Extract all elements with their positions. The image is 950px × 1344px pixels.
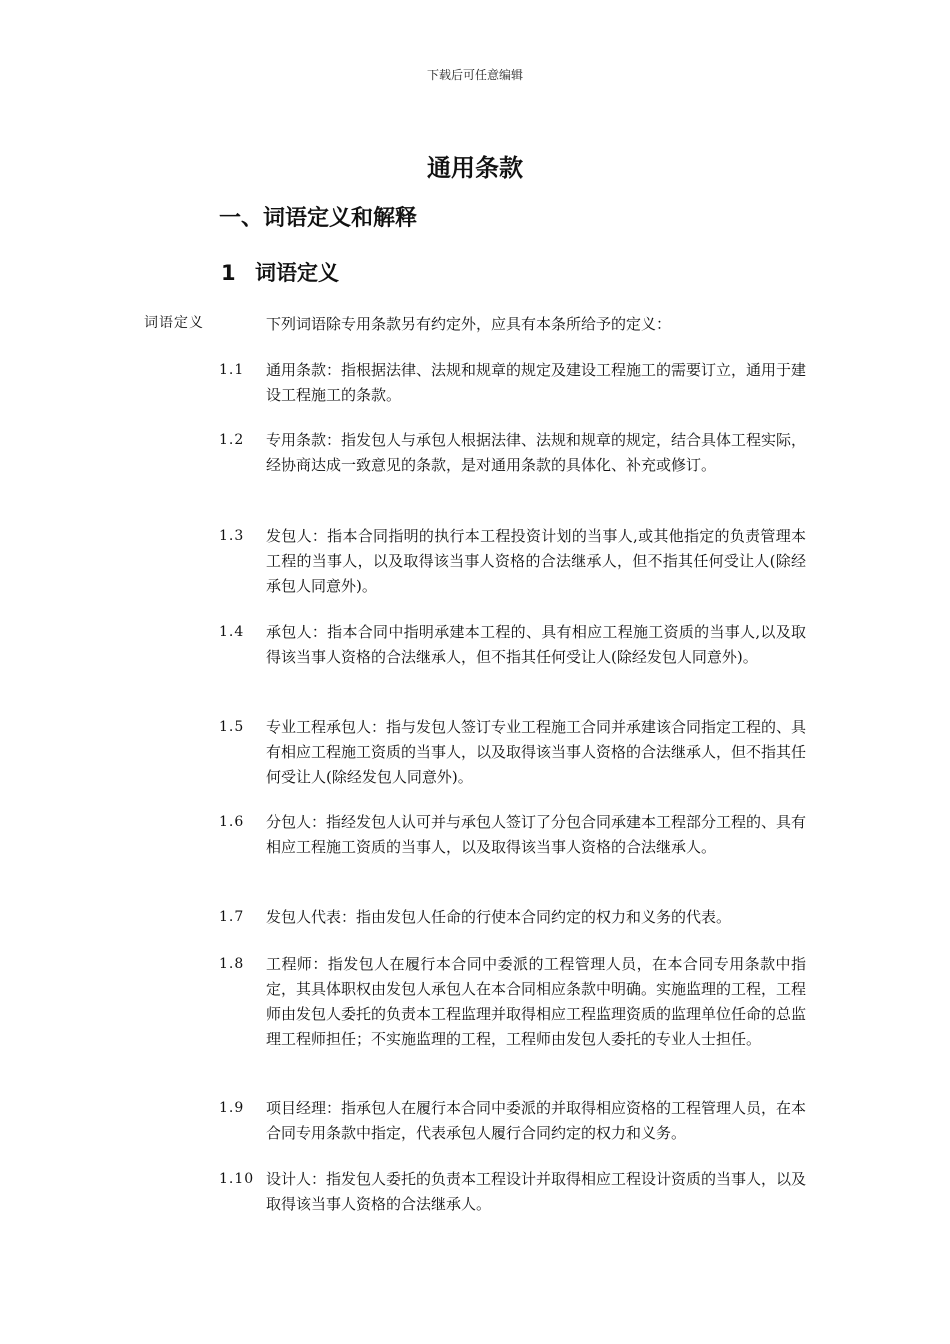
clause-number: 1.2: [219, 432, 245, 448]
clause-number: 1.4: [219, 624, 245, 640]
clause-text: 设计人：指发包人委托的负责本工程设计并取得相应工程设计资质的当事人，以及取得该当事人资格的合法继承人。: [266, 1170, 807, 1213]
clause-text: 发包人代表：指由发包人任命的行使本合同约定的权力和义务的代表。: [266, 908, 732, 926]
clause-1-5: [219, 715, 819, 790]
clause-1-10: [219, 1167, 819, 1217]
clause-1-7: [219, 905, 819, 930]
clause-text: 项目经理：指承包人在履行本合同中委派的并取得相应资格的工程管理人员，在本合同专用条款中指定，代表承包人履行合同约定的权力和义务。: [266, 1099, 807, 1142]
clause-number: 1.3: [219, 528, 245, 544]
clause-text: 通用条款：指根据法律、法规和规章的规定及建设工程施工的需要订立，通用于建设工程施工的条款。: [266, 361, 807, 404]
clause-number: 1.8: [219, 956, 245, 972]
clause-number: 1.7: [219, 909, 245, 925]
clause-1-6: [219, 810, 819, 860]
clause-number: 1.10: [219, 1171, 255, 1187]
clause-1-3: [219, 524, 819, 599]
clause-number: 1.5: [219, 719, 245, 735]
clause-text: 承包人：指本合同中指明承建本工程的、具有相应工程施工资质的当事人,以及取得该当事人资格的合法继承人，但不指其任何受让人(除经发包人同意外)。: [266, 623, 806, 666]
clause-text: 发包人：指本合同指明的执行本工程投资计划的当事人,或其他指定的负责管理本工程的当事人，以及取得该当事人资格的合法继承人，但不指其任何受让人(除经承包人同意外)。: [266, 527, 806, 595]
intro-paragraph: 下列词语除专用条款另有约定外，应具有本条所给予的定义：: [266, 315, 672, 333]
section-heading: 一、词语定义和解释: [219, 206, 418, 231]
clause-text: 专业工程承包人：指与发包人签订专业工程施工合同并承建该合同指定工程的、具有相应工程施工资质的当事人，以及取得该当事人资格的合法继承人，但不指其任何受让人(除经发包人同意外)。: [266, 718, 807, 786]
subsection-title: 词语定义: [255, 261, 339, 285]
clause-1-9: [219, 1096, 819, 1146]
clause-number: 1.9: [219, 1100, 245, 1116]
clause-1-8: [219, 952, 819, 1052]
clause-1-4: [219, 620, 819, 670]
clause-text: 工程师：指发包人在履行本合同中委派的工程管理人员，在本合同专用条款中指定，其具体职权由发包人承包人在本合同相应条款中明确。实施监理的工程，工程师由发包人委托的负责本工程监理并取得相应工程监理资质的监理单位任命的总监理工程师担任；不实施监理的工程，工程师由发包人委托的专业人士担任。: [266, 955, 807, 1048]
clause-text: 分包人：指经发包人认可并与承包人签订了分包合同承建本工程部分工程的、具有相应工程施工资质的当事人，以及取得该当事人资格的合法继承人。: [266, 813, 807, 856]
clause-number: 1.1: [219, 362, 245, 378]
page-header-note: 下载后可任意编辑: [426, 68, 523, 82]
clause-number: 1.6: [219, 814, 245, 830]
margin-label: 词语定义: [144, 315, 204, 331]
clause-text: 专用条款：指发包人与承包人根据法律、法规和规章的规定，结合具体工程实际，经协商达成一致意见的条款，是对通用条款的具体化、补充或修订。: [266, 431, 807, 474]
clause-1-1: [219, 358, 819, 408]
subsection-heading: [221, 257, 339, 287]
document-title: 通用条款: [427, 154, 523, 182]
clause-1-2: [219, 428, 819, 478]
subsection-number: 1: [221, 261, 236, 285]
